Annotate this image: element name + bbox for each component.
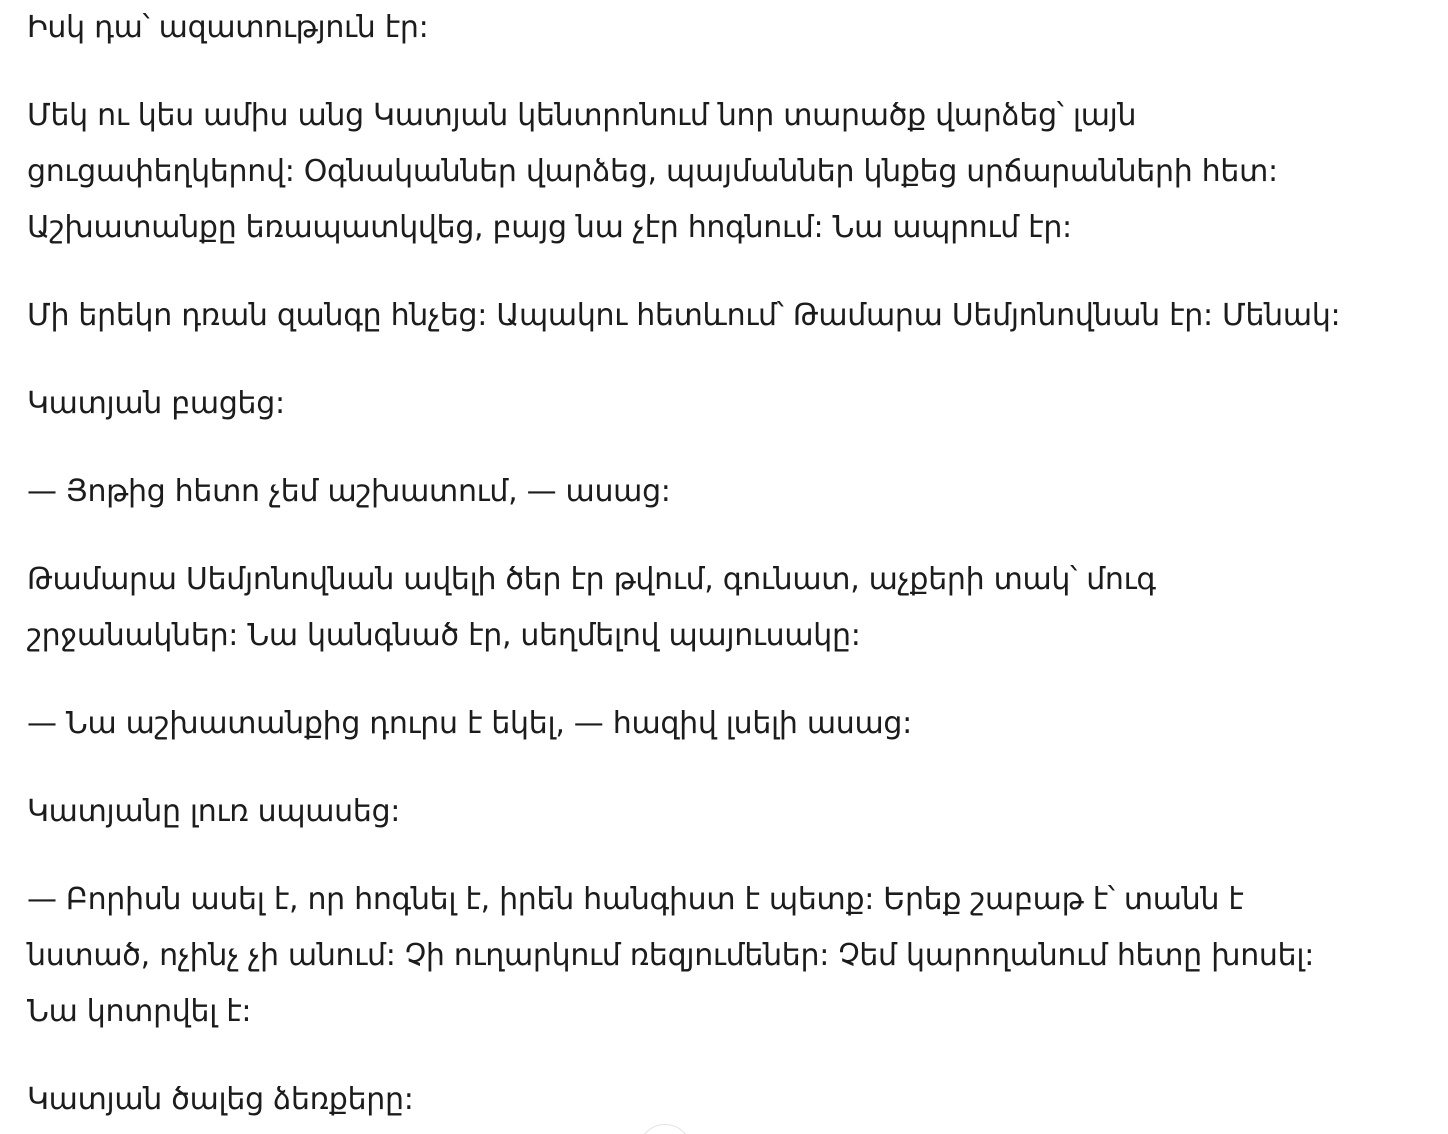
paragraph [27, 1072, 414, 1128]
paragraph [27, 552, 1156, 664]
text-line: — Յոթից հետո չեմ աշխատում, — ասաց: [27, 474, 671, 509]
paragraph [27, 784, 400, 840]
text-line: — Բորիսն ասել է, որ հոգնել է, իրեն հանգիստ է պետք: Երեք շաբաթ է՝ տանն է [27, 882, 1244, 917]
text-line: Կատյան ծալեց ձեռքերը: [27, 1082, 414, 1117]
text-line: Աշխատանքը եռապատկվեց, բայց նա չէր հոգնում: Նա ապրում էր: [27, 210, 1072, 245]
paragraph [27, 464, 671, 520]
paragraph [27, 0, 428, 56]
text-line: Կատյան բացեց: [27, 386, 285, 421]
paragraph [27, 696, 912, 752]
text-line: Կատյանը լուռ սպասեց: [27, 794, 401, 829]
text-line: ցուցափեղկերով: Օգնականներ վարձեց, պայմաններ կնքեց սրճարանների հետ: [27, 154, 1278, 189]
text-line: Թամարա Սեմյոնովնան ավելի ծեր էր թվում, գունատ, աչքերի տակ՝ մուգ [27, 562, 1156, 597]
paragraph [27, 376, 285, 432]
text-line: Իսկ դա՝ ազատություն էր: [27, 10, 429, 45]
text-line: Նա կոտրվել է: [27, 994, 252, 1029]
paragraph [27, 288, 1340, 344]
scroll-down-button[interactable] [638, 1124, 692, 1134]
text-line: — Նա աշխատանքից դուրս է եկել, — հազիվ լսելի ասաց: [27, 706, 912, 741]
text-line: Մեկ ու կես ամիս անց Կատյան կենտրոնում նոր տարածք վարձեց՝ լայն [27, 98, 1137, 133]
paragraph [27, 88, 1278, 256]
text-line: նստած, ոչինչ չի անում: Չի ուղարկում ռեզյումեներ: Չեմ կարողանում հետը խոսել: [27, 938, 1315, 973]
text-line: Մի երեկո դռան զանգը հնչեց: Ապակու հետևում՝ Թամարա Սեմյոնովնան էր: Մենակ: [27, 298, 1341, 333]
paragraph [27, 872, 1314, 1040]
text-line: շրջանակներ: Նա կանգնած էր, սեղմելով պայուսակը: [27, 618, 861, 653]
